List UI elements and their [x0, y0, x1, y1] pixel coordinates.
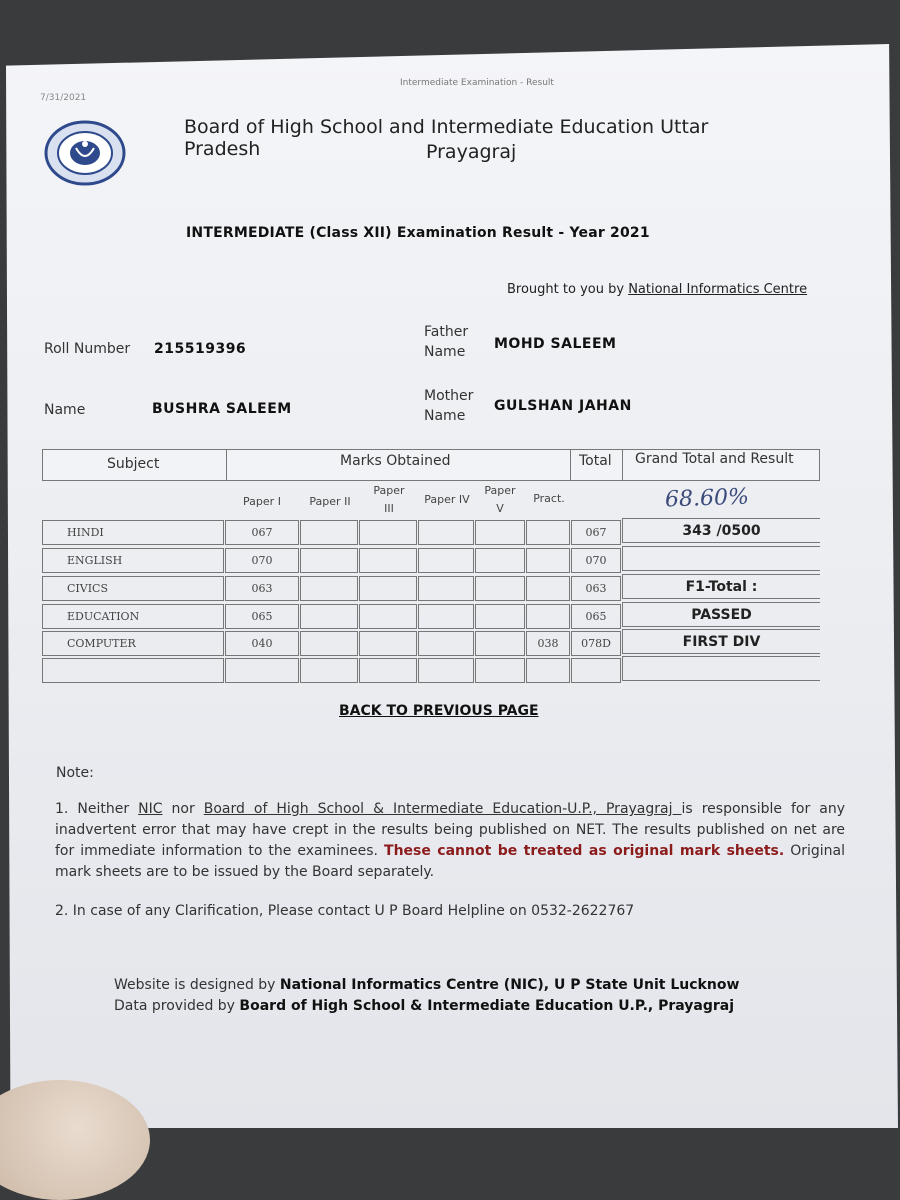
total-cell: 078D: [571, 631, 621, 656]
board-name: Board of High School and Intermediate Education Uttar Pradesh: [184, 116, 709, 160]
grand-empty-cell: [622, 656, 820, 681]
pract-cell: [526, 520, 570, 545]
board-note-link[interactable]: Board of High School & Intermediate Education-U.P., Prayagraj: [203, 801, 682, 817]
empty-cell: [475, 631, 525, 656]
empty-cell: [418, 631, 474, 656]
division-cell: FIRST DIV: [622, 629, 820, 654]
empty-cell: [359, 520, 417, 545]
mother-name-value: GULSHAN JAHAN: [494, 398, 632, 414]
empty-cell: [225, 658, 299, 683]
empty-cell: [526, 658, 570, 683]
f1-total-cell: F1-Total :: [622, 574, 820, 599]
brought-prefix: Brought to you by: [507, 282, 625, 297]
nic-note-link[interactable]: NIC: [138, 801, 163, 817]
total-header: Total: [579, 453, 612, 469]
empty-cell: [418, 604, 474, 629]
total-cell: 070: [571, 548, 621, 573]
pract-cell: [526, 576, 570, 601]
paper-2-header: Paper II: [309, 495, 351, 508]
board-city: Prayagraj: [426, 141, 517, 163]
father-name-value: MOHD SALEEM: [494, 336, 617, 352]
mother-label-line1: Mother: [424, 388, 474, 404]
roll-number-value: 215519396: [154, 341, 247, 357]
father-label-line1: Father: [424, 324, 469, 340]
note-1: [55, 799, 845, 883]
empty-cell: [300, 658, 358, 683]
empty-cell: [418, 576, 474, 601]
total-cell: 063: [571, 576, 621, 601]
empty-cell: [475, 520, 525, 545]
paper-5-header: [476, 483, 524, 516]
paper-5-header-line1: Paper: [484, 484, 516, 497]
empty-cell: [418, 548, 474, 573]
note-1-text-b: nor: [162, 801, 204, 817]
father-name-label: [424, 322, 469, 362]
subject-header: Subject: [107, 456, 160, 472]
practical-header: Pract.: [533, 492, 565, 505]
paper-5-header-line2: V: [496, 502, 504, 515]
note-1-warning: These cannot be treated as original mark sheets.: [384, 843, 785, 859]
handwritten-percentage: 68.60%: [664, 484, 750, 513]
paper1-cell: 063: [225, 576, 299, 601]
paper1-cell: 067: [225, 520, 299, 545]
roll-number-label: Roll Number: [44, 341, 131, 357]
empty-cell: [359, 576, 417, 601]
paper-3-header-line2: III: [384, 502, 394, 515]
pract-cell: 038: [526, 631, 570, 656]
name-label: Name: [44, 402, 86, 418]
subject-cell: COMPUTER: [42, 631, 224, 656]
empty-cell: [300, 604, 358, 629]
paper1-cell: 065: [225, 604, 299, 629]
back-to-previous-page-link[interactable]: BACK TO PREVIOUS PAGE: [339, 703, 539, 719]
empty-cell: [475, 658, 525, 683]
paper-4-header: Paper IV: [424, 493, 470, 506]
empty-cell: [475, 548, 525, 573]
empty-cell: [571, 658, 621, 683]
paper-1-header: Paper I: [243, 495, 281, 508]
marks-obtained-header: Marks Obtained: [340, 453, 451, 469]
empty-cell: [418, 520, 474, 545]
subject-cell: CIVICS: [42, 576, 224, 601]
empty-cell: [418, 658, 474, 683]
note-1-text-c: is responsible for any inadvertent error that may have crept in the results being published on NET. The results published on net are for immediate information to the examinees.: [55, 801, 845, 859]
empty-cell: [359, 631, 417, 656]
name-value: BUSHRA SALEEM: [152, 401, 292, 417]
grand-empty-cell: [622, 546, 820, 571]
paper-3-header: [364, 483, 414, 516]
subject-cell: HINDI: [42, 520, 224, 545]
footer-line2-prefix: Data provided by: [114, 998, 240, 1014]
grand-total-header: Grand Total and Result: [635, 451, 794, 467]
empty-cell: [359, 604, 417, 629]
father-label-line2: Name: [424, 344, 466, 360]
empty-cell: [359, 548, 417, 573]
brought-by: [507, 282, 807, 297]
empty-cell: [300, 548, 358, 573]
empty-cell: [300, 631, 358, 656]
total-cell: 065: [571, 604, 621, 629]
subject-cell: ENGLISH: [42, 548, 224, 573]
total-cell: 067: [571, 520, 621, 545]
up-board-seal-icon: [44, 120, 126, 186]
pract-cell: [526, 548, 570, 573]
print-title: Intermediate Examination - Result: [400, 78, 554, 88]
mother-label-line2: Name: [424, 408, 466, 424]
grand-total-cell: 343 /0500: [622, 518, 820, 543]
paper-3-header-line1: Paper: [373, 484, 405, 497]
result-cell: PASSED: [622, 602, 820, 627]
footer-line2-org: Board of High School & Intermediate Education U.P., Prayagraj: [239, 998, 735, 1014]
note-1-text-a: 1. Neither: [55, 801, 139, 817]
empty-cell: [359, 658, 417, 683]
nic-link[interactable]: National Informatics Centre: [628, 282, 808, 297]
note-1-text-d: Original mark sheets are to be issued by the Board separately.: [55, 843, 846, 880]
subject-cell: EDUCATION: [42, 604, 224, 629]
exam-title: INTERMEDIATE (Class XII) Examination Result - Year 2021: [186, 225, 650, 241]
empty-cell: [300, 520, 358, 545]
empty-cell: [475, 576, 525, 601]
footer-data-provided: [114, 998, 814, 1014]
empty-cell: [475, 604, 525, 629]
footer-designed-by: [114, 977, 814, 993]
note-2: 2. In case of any Clarification, Please contact U P Board Helpline on 0532-2622767: [55, 903, 635, 919]
print-date: 7/31/2021: [40, 93, 87, 103]
pract-cell: [526, 604, 570, 629]
paper1-cell: 070: [225, 548, 299, 573]
empty-cell: [42, 658, 224, 683]
empty-cell: [300, 576, 358, 601]
footer-line1-prefix: Website is designed by: [114, 977, 280, 993]
note-heading: Note:: [56, 765, 94, 781]
mother-name-label: [424, 386, 474, 426]
paper1-cell: 040: [225, 631, 299, 656]
footer-line1-org: National Informatics Centre (NIC), U P State Unit Lucknow: [279, 977, 740, 993]
